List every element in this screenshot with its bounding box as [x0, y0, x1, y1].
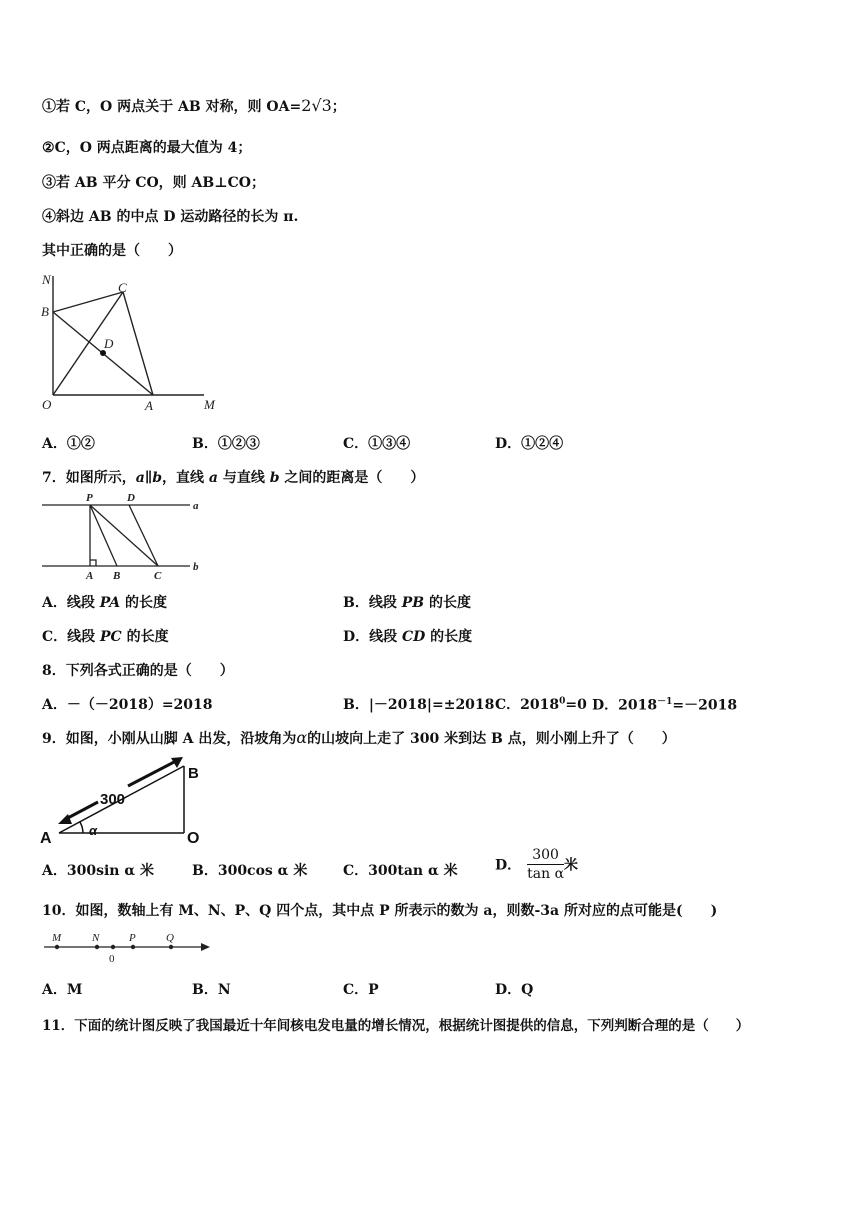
q8-option-c[interactable]: C．$2018^0=0$ [495, 696, 587, 713]
statement-3: ③若 AB 平分 CO，则 AB⊥CO； [42, 175, 266, 191]
q10-number-line [40, 928, 215, 968]
q7-option-d[interactable]: D．线段 CD 的长度 [343, 629, 473, 645]
label-D: D [104, 336, 114, 351]
q7-option-c[interactable]: C．线段 PC 的长度 [42, 629, 169, 645]
q7-option-a[interactable]: A．线段 PA 的长度 [42, 595, 167, 611]
label-A: A [40, 830, 52, 847]
label-A: A [86, 570, 94, 582]
q6-option-a[interactable]: A．①② [42, 436, 95, 452]
label-zero: 0 [109, 953, 115, 965]
label-M: M [204, 397, 215, 412]
label-b: b [193, 561, 199, 573]
q8-option-d[interactable]: D．$2018^{-1}=-2018$ [592, 697, 738, 714]
q10-option-b[interactable]: B．N [192, 982, 231, 998]
label-N: N [42, 272, 51, 287]
q7-figure [38, 490, 208, 582]
q9-stem: 9．如图，小刚从山脚 A 出发，沿坡角为α的山坡向上走了 300 米到达 B 点，则小刚上升了（ ） [42, 728, 676, 747]
q6-prompt: 其中正确的是（ ） [42, 243, 182, 259]
q10-option-c[interactable]: C．P [343, 982, 379, 998]
q7-option-b[interactable]: B．线段 PB 的长度 [343, 595, 471, 611]
statement-2: ②C，O 两点距离的最大值为 4； [42, 140, 252, 156]
label-B: B [41, 304, 49, 319]
label-a: a [193, 500, 199, 512]
label-M: M [52, 932, 62, 944]
label-O: O [42, 397, 52, 412]
q10-option-a[interactable]: A．M [42, 982, 83, 998]
label-P: P [86, 492, 93, 504]
q7-stem: 7．如图所示，a∥b，直线 a 与直线 b 之间的距离是（ ） [42, 470, 425, 486]
label-C: C [154, 570, 162, 582]
fraction: $\frac{300}{\text{tan α}}$ [527, 847, 565, 882]
label-B: B [188, 765, 199, 782]
q9-figure [38, 756, 208, 848]
q9-option-b[interactable]: B．300cos α 米 [192, 863, 308, 879]
q8-option-b[interactable]: B．|－2018|=±2018 [343, 697, 495, 713]
label-A: A [145, 398, 153, 413]
q9-option-c[interactable]: C．300tan α 米 [343, 863, 458, 879]
q8-option-a[interactable]: A．－（－2018）=2018 [42, 697, 213, 713]
label-B: B [113, 570, 121, 582]
label-300: 300 [100, 791, 126, 808]
label-P: P [129, 932, 136, 944]
q10-stem: 10．如图，数轴上有 M、N、P、Q 四个点，其中点 P 所表示的数为 a，则数-3a 所对应的点可能是( ) [42, 903, 718, 919]
q6-figure [36, 270, 226, 420]
q6-option-d[interactable]: D．①②④ [495, 436, 564, 452]
q9-option-a[interactable]: A．300sin α 米 [42, 863, 154, 879]
statement-4: ④斜边 AB 的中点 D 运动路径的长为 π. [42, 209, 299, 225]
label-O: O [187, 830, 200, 847]
q8-stem: 8．下列各式正确的是（ ） [42, 663, 234, 679]
q9-option-d[interactable]: D． $\frac{300}{\text{tan α}}$ 米 [495, 847, 579, 882]
q6-option-c[interactable]: C．①③④ [343, 436, 411, 452]
label-N: N [92, 932, 100, 944]
label-D: D [127, 492, 135, 504]
label-Q: Q [166, 932, 174, 944]
q10-option-d[interactable]: D．Q [495, 982, 534, 998]
label-alpha: α [89, 823, 98, 838]
q11-stem: 11．下面的统计图反映了我国最近十年间核电发电量的增长情况，根据统计图提供的信息，下列判断合理的是（ ） [42, 1018, 750, 1034]
label-C: C [118, 280, 127, 295]
statement-1: ①若 C，O 两点关于 AB 对称，则 OA=2√3； [42, 96, 346, 115]
q6-option-b[interactable]: B．①②③ [192, 436, 260, 452]
